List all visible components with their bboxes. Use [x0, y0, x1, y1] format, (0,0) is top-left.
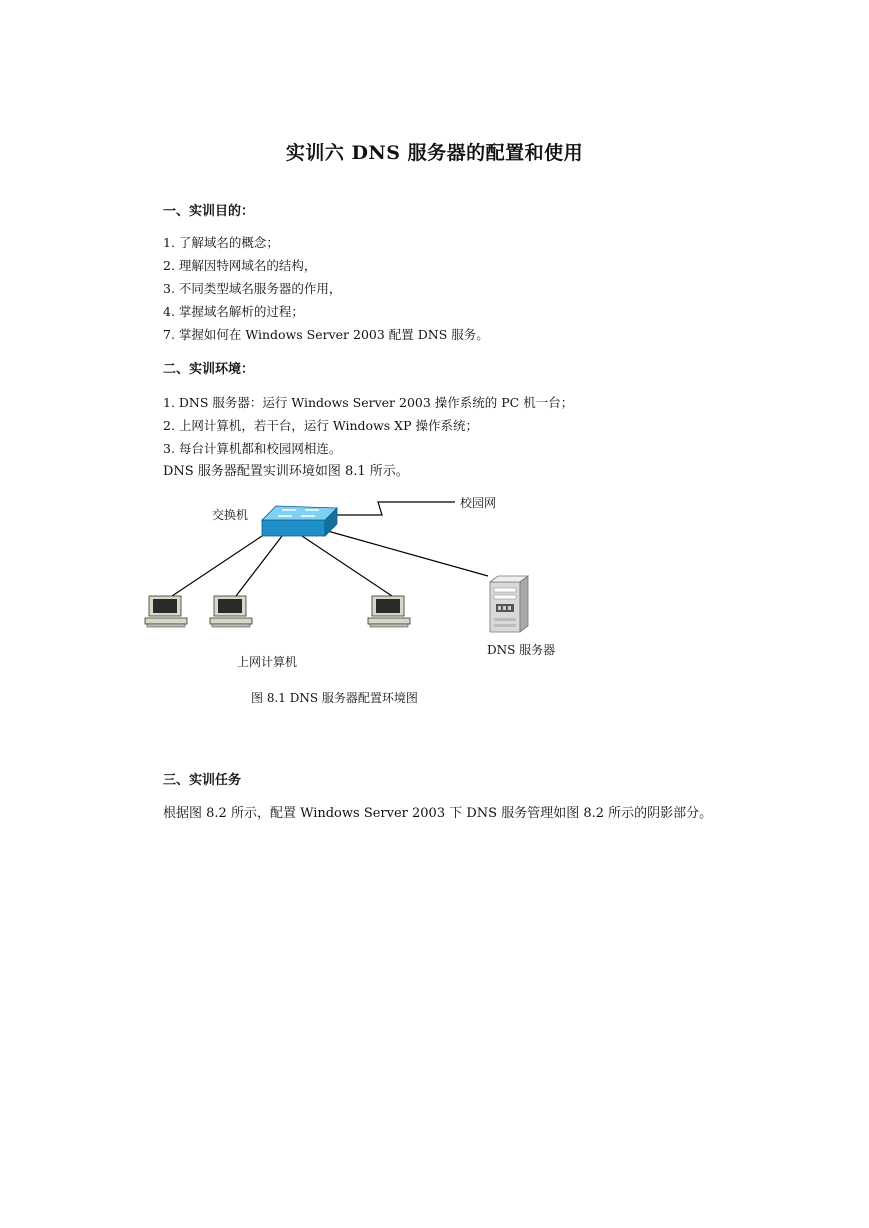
link-client-2 — [236, 536, 282, 596]
section1-item-4: 4. 掌握域名解析的过程； — [163, 304, 304, 319]
section2-heading: 二、实训环境： — [163, 362, 255, 377]
figure-caption: 图 8.1 DNS 服务器配置环境图 — [251, 691, 418, 705]
computer-icon — [368, 596, 410, 627]
section2-item-2: 2. 上网计算机，若干台，运行 Windows XP 操作系统； — [163, 418, 478, 433]
section2-note: DNS 服务器配置实训环境如图 8.1 所示。 — [163, 464, 409, 479]
section2-item-3: 3. 每台计算机都和校园网相连。 — [163, 441, 342, 456]
server-icon — [490, 576, 528, 632]
section1-item-2: 2. 理解因特网域名的结构， — [163, 258, 317, 273]
section1-item-1: 1. 了解域名的概念； — [163, 235, 279, 250]
computer-icon — [145, 596, 187, 627]
section1-heading: 一、实训目的： — [163, 204, 255, 219]
campus-network-label: 校园网 — [460, 496, 497, 510]
dns-server-label: DNS 服务器 — [487, 643, 556, 657]
computer-icon — [210, 596, 252, 627]
link-campus — [333, 502, 455, 515]
switch-icon — [262, 506, 337, 536]
page-title: 实训六 DNS 服务器的配置和使用 — [285, 142, 584, 164]
section2-item-1: 1. DNS 服务器：运行 Windows Server 2003 操作系统的 PC 机一台； — [163, 395, 574, 410]
link-client-1 — [172, 536, 262, 596]
clients-label: 上网计算机 — [237, 655, 298, 669]
switch-label: 交换机 — [212, 508, 249, 522]
section1-item-3: 3. 不同类型域名服务器的作用， — [163, 281, 342, 296]
section3-heading: 三、实训任务 — [163, 773, 242, 788]
section3-text: 根据图 8.2 所示，配置 Windows Server 2003 下 DNS 服务管理如图 8.2 所示的阴影部分。 — [163, 806, 713, 821]
link-server — [324, 530, 488, 576]
section1-item-5: 7. 掌握如何在 Windows Server 2003 配置 DNS 服务。 — [163, 327, 489, 342]
